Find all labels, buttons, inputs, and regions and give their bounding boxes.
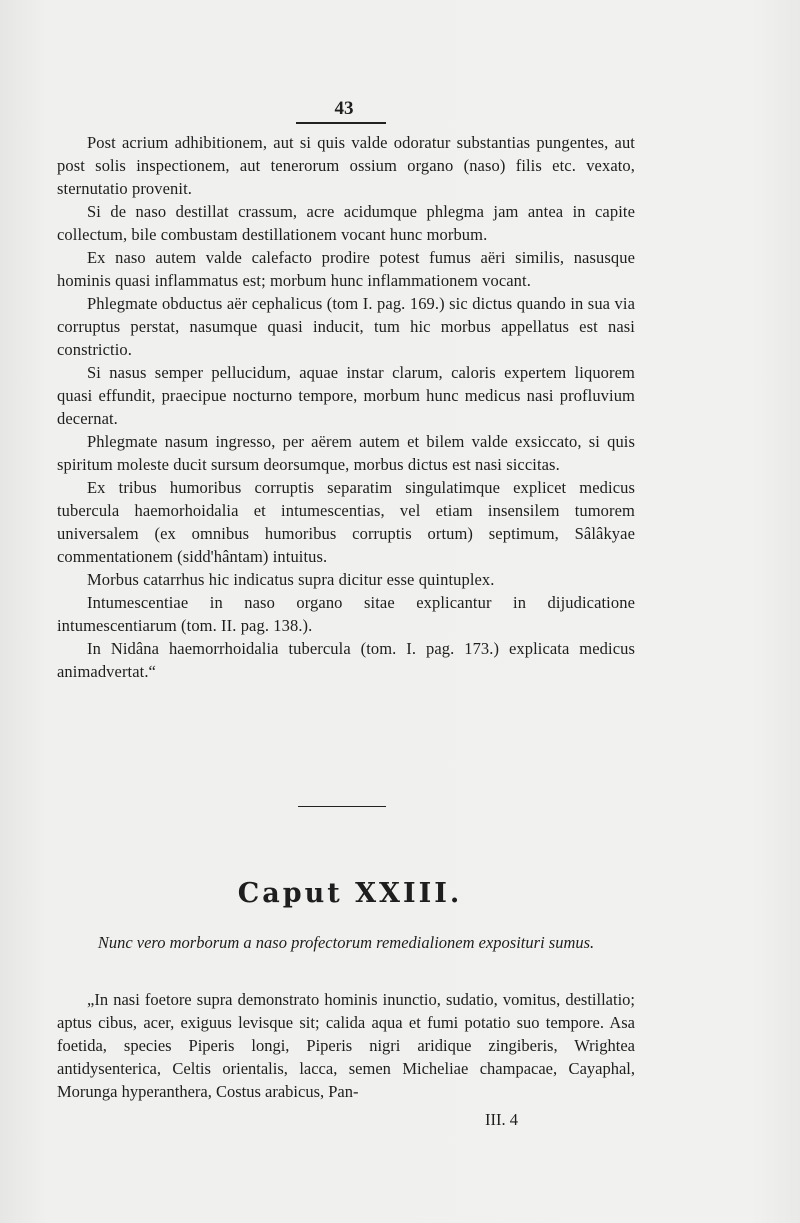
paragraph: Post acrium adhibitionem, aut si quis valde odoratur substantias pungentes, aut post solis inspectionem, aut tenerorum ossium organo (naso) filis etc. vexato, sternutatio provenit. [57, 133, 635, 198]
paragraph: Si de naso destillat crassum, acre acidumque phlegma jam antea in capite collectum, bile combustam destillationem vocant hunc morbum. [57, 202, 635, 244]
page-number: 43 [334, 98, 354, 119]
printer-signature-mark: III. 4 [485, 1110, 518, 1129]
paragraph: Phlegmate nasum ingresso, per aërem autem et bilem valde exsiccato, si quis spiritum moleste ducit sursum deorsumque, morbus dictus est nasi siccitas. [57, 432, 635, 474]
page-body-text [57, 131, 635, 683]
chapter-subtitle: Nunc vero morborum a naso profectorum remedialionem exposituri sumus. [97, 933, 595, 952]
paragraph: Intumescentiae in naso organo sitae explicantur in dijudicatione intumescentiarum (tom. II. pag. 138.). [57, 593, 635, 635]
paragraph: Morbus catarrhus hic indicatus supra dicitur esse quintuplex. [87, 570, 495, 589]
paragraph: Ex naso autem valde calefacto prodire potest fumus aëri similis, nasusque hominis quasi inflammatus est; morbum hunc inflammationem vocant. [57, 248, 635, 290]
paragraph: In Nidâna haemorrhoidalia tubercula (tom. I. pag. 173.) explicata medicus animadvertat.“ [57, 639, 635, 681]
paragraph: Ex tribus humoribus corruptis separatim singulatimque explicet medicus tubercula haemorhoidalia et intumescentias, vel etiam insensilem tumorem universalem (ex omnibus humoribus corruptis ortum) septimum, Sâlâkyae commentationem (sidd'hântam) intuitus. [57, 478, 635, 566]
chapter-title: Caput XXIII. [237, 878, 463, 909]
paragraph: Si nasus semper pellucidum, aquae instar clarum, caloris expertem liquorem quasi effundit, praecipue nocturno tempore, morbum hunc medicus nasi profluvium decernat. [57, 363, 635, 428]
paragraph: Phlegmate obductus aër cephalicus (tom I. pag. 169.) sic dictus quando in sua via corruptus perstat, nasumque quasi inducit, tum hic morbus appellatus est nasi constrictio. [57, 294, 635, 359]
section-divider [298, 806, 386, 807]
chapter-paragraph: „In nasi foetore supra demonstrato hominis inunctio, sudatio, vomitus, destillatio; aptus cibus, acer, exiguus levisque sit; calida aqua et fumi potatio suo tempore. Asa foetida, species Piperis longi, Piperis nigri aridique zingiberis, Wrightea antidysenterica, Celtis orientalis, lacca, semen Micheliae champacae, Cayaphal, Morunga hyperanthera, Costus arabicus, Pan- [57, 990, 635, 1101]
page-number-rule [296, 122, 386, 124]
